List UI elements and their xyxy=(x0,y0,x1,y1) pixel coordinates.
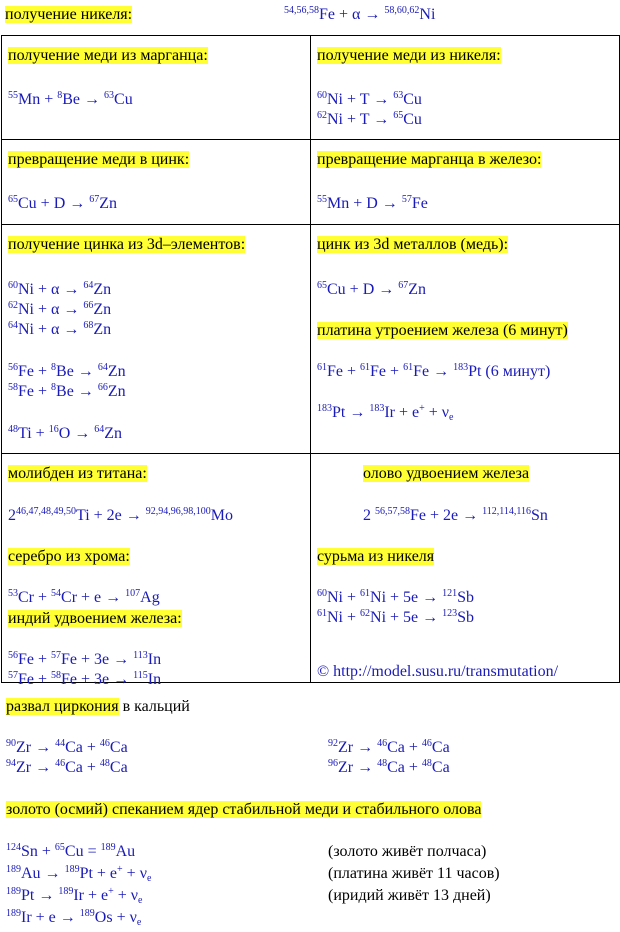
equation-text: Zr → xyxy=(16,759,56,776)
equation-text: Zr → xyxy=(338,759,378,776)
mass-number: 67 xyxy=(398,280,409,291)
source-link[interactable]: © http://model.susu.ru/transmutation/ xyxy=(317,663,559,680)
reactions-table xyxy=(1,35,620,688)
equation-text: Ca xyxy=(109,759,128,776)
mass-number: 189 xyxy=(64,864,80,875)
cell-title: цинк из 3d металлов (медь): xyxy=(317,236,509,253)
mass-number: 66 xyxy=(97,382,108,393)
equation-text: Ca + xyxy=(65,759,100,776)
reaction-line xyxy=(8,320,111,340)
mass-number: 48 xyxy=(99,758,110,769)
reaction-line xyxy=(8,194,117,214)
nickel-reaction xyxy=(284,5,435,25)
equation-text: Cu + D → xyxy=(18,195,90,212)
equation-text: Fe + xyxy=(18,671,52,688)
equation-text: Zn xyxy=(99,195,118,212)
mass-number: + xyxy=(117,864,123,875)
equation-text: Ni + 5e → xyxy=(370,589,443,606)
cell-title: серебро из хрома: xyxy=(8,548,130,565)
equation-text: 2 xyxy=(363,507,375,524)
reaction-line xyxy=(328,758,450,778)
equation-text: Ni + α → xyxy=(18,281,84,298)
mass-number: 57 xyxy=(401,194,412,205)
equation-text: Fe + 2e → xyxy=(410,507,483,524)
reaction-line xyxy=(363,506,548,526)
reaction-line xyxy=(6,738,128,758)
cell-title: получение цинка из 3d–элементов: xyxy=(8,236,246,253)
equation-text: Ni + 5e → xyxy=(370,609,443,626)
table-cell xyxy=(311,140,620,225)
mass-number: 64 xyxy=(83,280,94,291)
equation-text: Zn xyxy=(93,281,112,298)
equation-text: Ni + T → xyxy=(327,111,394,128)
reaction-line xyxy=(317,110,422,130)
mass-number: 92 xyxy=(328,738,338,749)
equation-text: Pt + e xyxy=(79,865,118,882)
table-row xyxy=(2,140,620,225)
equation-text: Cr + xyxy=(18,589,52,606)
mass-number: 189 xyxy=(58,886,74,897)
equation-text: Fe + xyxy=(18,651,52,668)
equation-text: Ca xyxy=(431,739,450,756)
section-title xyxy=(6,800,481,820)
equation-text: Ni + xyxy=(327,609,361,626)
equation-text: Pt (6 минут) xyxy=(468,363,551,380)
mass-number: 65 xyxy=(8,194,18,205)
equation-text: Fe + 3e → xyxy=(61,671,134,688)
mass-number: 8 xyxy=(57,90,63,101)
mass-number: 124 xyxy=(6,842,21,853)
mass-number: 61 xyxy=(317,608,327,619)
mass-number: 8 xyxy=(51,362,57,373)
mass-number: 55 xyxy=(8,90,18,101)
table-cell xyxy=(2,225,311,454)
section-title-rest: в кальций xyxy=(118,698,190,715)
mass-number: 65 xyxy=(317,280,327,291)
mass-number: 56 xyxy=(8,362,18,373)
table-row xyxy=(2,36,620,140)
equation-text: Sn xyxy=(531,507,548,524)
equation-text: Fe + xyxy=(18,383,52,400)
mass-number: 189 xyxy=(6,864,21,875)
mass-number: 57 xyxy=(8,670,18,681)
equation-text: Cu + D → xyxy=(327,281,399,298)
mass-number: 121 xyxy=(442,588,458,599)
mass-number: 46 xyxy=(377,738,388,749)
equation-text: Ir + e xyxy=(384,404,420,421)
operator: + α → xyxy=(335,6,385,23)
cell-title: индий удвоением железа: xyxy=(8,610,182,627)
cell-title: превращение меди в цинк: xyxy=(8,151,190,168)
mass-number: 56,57,58 xyxy=(375,506,410,517)
equation-text: Ca xyxy=(431,759,450,776)
equation-text: Ni + xyxy=(327,589,361,606)
equation-text: Os + ν xyxy=(94,909,137,926)
mass-number: 183 xyxy=(453,362,469,373)
reaction-line xyxy=(6,758,128,778)
equation-text: Zr → xyxy=(16,739,56,756)
mass-number: 54,56,58 xyxy=(284,5,319,16)
lifetime-note: (золото живёт полчаса) xyxy=(328,843,487,860)
reaction-line xyxy=(8,424,122,444)
table-row xyxy=(2,225,620,454)
reaction-line xyxy=(317,90,422,110)
mass-number: 64 xyxy=(97,362,108,373)
mass-number: 62 xyxy=(8,300,18,311)
subscript: e xyxy=(146,873,152,884)
equation-text: Mo xyxy=(210,507,234,524)
mass-number: 61 xyxy=(360,588,371,599)
cell-title: превращение марганца в железо: xyxy=(317,151,542,168)
mass-number: 56 xyxy=(8,650,18,661)
equation-text: Zn xyxy=(93,301,112,318)
table-cell xyxy=(2,454,311,688)
equation-text: Ca + xyxy=(387,739,422,756)
reaction-line xyxy=(8,300,111,320)
equation-text: 2 xyxy=(8,507,16,524)
mass-number: 189 xyxy=(6,908,21,919)
table-cell xyxy=(311,454,620,683)
subscript: e xyxy=(136,917,142,928)
mass-number: 65 xyxy=(393,110,404,121)
mass-number: 48 xyxy=(8,424,18,435)
equation-text: Cu xyxy=(114,91,133,108)
mass-number: 61 xyxy=(360,362,371,373)
equation-text: Fe + xyxy=(18,363,52,380)
mass-number: 60 xyxy=(317,90,327,101)
reaction-line xyxy=(328,738,450,758)
subscript: e xyxy=(138,895,143,906)
mass-number: 46,47,48,49,50 xyxy=(16,506,76,517)
equation-text: Pt → xyxy=(21,887,59,904)
reaction-line xyxy=(317,588,474,608)
equation-text: + ν xyxy=(424,404,450,421)
mass-number: 53 xyxy=(8,588,18,599)
mass-number: 66 xyxy=(83,300,94,311)
equation-text: Mn + D → xyxy=(327,195,402,212)
equation-text: Ag xyxy=(140,589,160,606)
equation-text: Fe → xyxy=(413,363,454,380)
mass-number: 46 xyxy=(421,738,432,749)
mass-number: 48 xyxy=(377,758,388,769)
mass-number: 115 xyxy=(133,670,148,681)
equation-text: Be → xyxy=(56,363,98,380)
equation-text: Ni + α → xyxy=(18,321,84,338)
reaction-line xyxy=(6,908,141,928)
equation-text: + ν xyxy=(122,865,147,882)
equation-text: Cu xyxy=(403,111,422,128)
reaction-line xyxy=(8,588,160,608)
element: Ni xyxy=(419,6,436,23)
equation-text: Be → xyxy=(62,91,105,108)
mass-number: 113 xyxy=(133,650,148,661)
mass-number: 63 xyxy=(104,90,115,101)
equation-text: Ca + xyxy=(65,739,100,756)
equation-text: In xyxy=(147,671,162,688)
mass-number: 90 xyxy=(6,738,16,749)
equation-text: Zn xyxy=(408,281,427,298)
mass-number: 63 xyxy=(393,90,404,101)
mass-number: + xyxy=(108,886,114,897)
equation-text: Ca xyxy=(109,739,128,756)
reaction-line xyxy=(6,864,151,884)
table-cell xyxy=(311,36,620,140)
mass-number: 60 xyxy=(317,588,327,599)
equation-text: Au xyxy=(115,843,136,860)
mass-number: 123 xyxy=(442,608,458,619)
equation-text: Cu xyxy=(403,91,422,108)
equation-text: In xyxy=(147,651,162,668)
mass-number: 112,114,116 xyxy=(482,506,532,517)
mass-number: 65 xyxy=(54,842,65,853)
table-cell xyxy=(311,225,620,454)
reaction-line xyxy=(6,886,142,906)
mass-number: 46 xyxy=(99,738,110,749)
reaction-line xyxy=(317,362,550,382)
mass-number: 189 xyxy=(100,842,116,853)
mass-number: 189 xyxy=(79,908,95,919)
mass-number: 94 xyxy=(6,758,16,769)
mass-number: 62 xyxy=(360,608,371,619)
mass-number: 68 xyxy=(83,320,94,331)
mass-number: 58 xyxy=(51,670,62,681)
reaction-line xyxy=(8,506,233,526)
reaction-line xyxy=(317,194,428,214)
equation-text: Cu = xyxy=(64,843,101,860)
mass-number: 60 xyxy=(8,280,18,291)
equation-text: O → xyxy=(58,425,95,442)
equation-text: Pt → xyxy=(332,404,370,421)
equation-text: Be → xyxy=(56,383,98,400)
equation-text: Fe + xyxy=(327,363,361,380)
mass-number: 16 xyxy=(48,424,59,435)
mass-number: 64 xyxy=(8,320,18,331)
mass-number: 57 xyxy=(51,650,62,661)
reaction-line xyxy=(8,362,126,382)
reaction-line xyxy=(6,842,135,862)
cell-title: получение меди из никеля: xyxy=(317,47,501,64)
page-title-text: получение никеля: xyxy=(5,6,133,23)
equation-text: Zn xyxy=(93,321,112,338)
equation-text: Ni + α → xyxy=(18,301,84,318)
mass-number: 54 xyxy=(51,588,62,599)
section-title xyxy=(6,697,190,717)
equation-text: Fe xyxy=(411,195,428,212)
equation-text: Zr → xyxy=(338,739,378,756)
equation-text: + ν xyxy=(113,887,139,904)
reaction-line xyxy=(8,382,126,402)
cell-title: получение меди из марганца: xyxy=(8,47,208,64)
mass-number: 107 xyxy=(125,588,141,599)
cell-title: платина утроением железа (6 минут) xyxy=(317,322,568,339)
element: Fe xyxy=(319,6,335,23)
mass-number: 8 xyxy=(51,382,57,393)
equation-text: Ir + e xyxy=(73,887,109,904)
mass-number: 48 xyxy=(421,758,432,769)
mass-number: 61 xyxy=(403,362,414,373)
subscript: e xyxy=(449,412,454,423)
section-title-highlight: золото (осмий) спеканием ядер стабильной меди и стабильного олова xyxy=(6,801,482,818)
reaction-line xyxy=(8,280,111,300)
equation-text: Sb xyxy=(457,609,475,626)
reaction-line xyxy=(8,670,161,690)
reaction-line xyxy=(317,280,426,300)
mass-number: 61 xyxy=(317,362,327,373)
cell-title: молибден из титана: xyxy=(8,465,147,482)
table-row xyxy=(2,454,620,683)
mass-number: 96 xyxy=(328,758,338,769)
reaction-line xyxy=(317,403,453,423)
lifetime-note: (иридий живёт 13 дней) xyxy=(328,887,491,904)
mass-number: 58 xyxy=(8,382,18,393)
mass-number: 189 xyxy=(6,886,21,897)
reaction-line xyxy=(317,608,474,628)
equation-text: Ti + xyxy=(18,425,49,442)
table-cell xyxy=(2,140,311,225)
equation-text: Sn + xyxy=(21,843,55,860)
cell-title: сурьма из никеля xyxy=(317,548,435,565)
mass-number: 92,94,96,98,100 xyxy=(145,506,211,517)
equation-text: Zn xyxy=(107,363,126,380)
mass-number: 44 xyxy=(55,738,66,749)
mass-number: 58,60,62 xyxy=(384,5,420,16)
mass-number: 183 xyxy=(369,403,385,414)
equation-text: Cr + e → xyxy=(61,589,126,606)
equation-text: Au → xyxy=(21,865,65,882)
mass-number: 55 xyxy=(317,194,327,205)
mass-number: 183 xyxy=(317,403,332,414)
lifetime-note: (платина живёт 11 часов) xyxy=(328,865,500,882)
mass-number: 64 xyxy=(94,424,105,435)
table-cell xyxy=(2,36,311,140)
equation-text: Fe + 3e → xyxy=(61,651,134,668)
equation-text: Sb xyxy=(457,589,475,606)
mass-number: + xyxy=(419,403,425,414)
equation-text: Zn xyxy=(107,383,126,400)
equation-text: Ca + xyxy=(387,759,422,776)
mass-number: 62 xyxy=(317,110,327,121)
equation-text: Ti + 2e → xyxy=(76,507,146,524)
reaction-line xyxy=(8,90,133,110)
equation-text: Mn + xyxy=(18,91,58,108)
page-title xyxy=(5,5,132,25)
cell-title: олово удвоением железа xyxy=(363,465,530,482)
equation-text: Ir + e → xyxy=(21,909,80,926)
equation-text: Fe + xyxy=(370,363,404,380)
equation-text: Ni + T → xyxy=(327,91,394,108)
mass-number: 67 xyxy=(89,194,100,205)
mass-number: 46 xyxy=(55,758,66,769)
section-title-highlight: развал циркония xyxy=(6,698,119,715)
equation-text: Zn xyxy=(104,425,123,442)
reaction-line xyxy=(8,650,161,670)
